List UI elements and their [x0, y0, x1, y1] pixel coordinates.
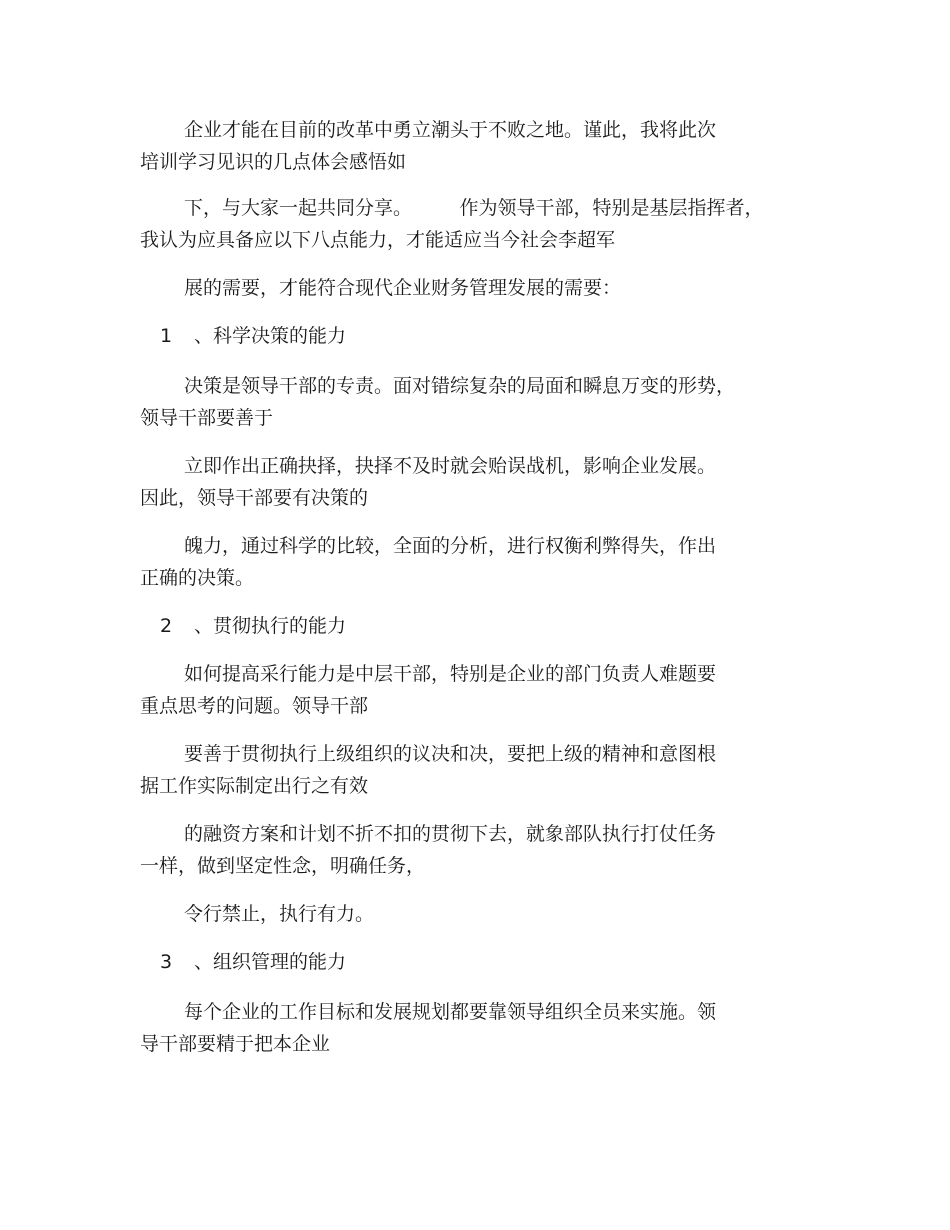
paragraph-line: 重点思考的问题。领导干部: [140, 695, 369, 717]
paragraph: [140, 996, 780, 1060]
paragraph-line: 展的需要，才能符合现代企业财务管理发展的需要：: [184, 277, 622, 299]
paragraph-line: 因此，领导干部要有决策的: [140, 487, 369, 509]
paragraph-line: 一样，做到坚定性念，明确任务，: [140, 855, 426, 877]
paragraph-line: 正确的决策。: [140, 567, 255, 589]
paragraph-line: 导干部要精于把本企业: [140, 1033, 331, 1055]
paragraph-line: 如何提高采行能力是中层干部，特别是企业的部门负责人难题要: [184, 663, 717, 685]
paragraph-line: 企业才能在目前的改革中勇立潮头于不败之地。谨此，我将此次: [184, 119, 717, 141]
paragraph-line: 令行禁止，执行有力。: [184, 903, 375, 925]
section-title: 、贯彻执行的能力: [194, 615, 347, 637]
paragraph-line: 的融资方案和计划不折不扣的贯彻下去，就象部队执行打仗任务: [184, 823, 717, 845]
section-title: 、科学决策的能力: [194, 325, 347, 347]
paragraph: [140, 272, 780, 304]
paragraph: [140, 738, 780, 802]
paragraph: [140, 192, 780, 256]
section-number: 3: [160, 951, 173, 973]
paragraph-line: 下，与大家一起共同分享。 作为领导干部，特别是基层指挥者，: [184, 197, 764, 219]
paragraph-line: 立即作出正确抉择，抉择不及时就会贻误战机，影响企业发展。: [184, 455, 717, 477]
paragraph-line: 我认为应具备应以下八点能力，才能适应当今社会李超军: [140, 229, 616, 251]
section-number: 2: [160, 615, 173, 637]
paragraph-line: 领导干部要善于: [140, 407, 274, 429]
paragraph: [140, 658, 780, 722]
section-title: 、组织管理的能力: [194, 951, 347, 973]
section-heading-3: [160, 946, 346, 978]
paragraph: [140, 370, 780, 434]
paragraph-line: 魄力，通过科学的比较，全面的分析，进行权衡利弊得失，作出: [184, 535, 717, 557]
section-heading-1: [160, 320, 346, 352]
paragraph: [140, 450, 780, 514]
paragraph: [140, 898, 780, 930]
section-heading-2: [160, 610, 346, 642]
paragraph-line: 要善于贯彻执行上级组织的议决和决，要把上级的精神和意图根: [184, 743, 717, 765]
paragraph: [140, 818, 780, 882]
paragraph-line: 据工作实际制定出行之有效: [140, 775, 369, 797]
paragraph-line: 决策是领导干部的专责。面对错综复杂的局面和瞬息万变的形势，: [184, 375, 736, 397]
paragraph: [140, 530, 780, 594]
paragraph-line: 培训学习见识的几点体会感悟如: [140, 151, 407, 173]
paragraph-line: 每个企业的工作目标和发展规划都要靠领导组织全员来实施。领: [184, 1001, 717, 1023]
section-number: 1: [160, 325, 173, 347]
paragraph: [140, 114, 780, 178]
